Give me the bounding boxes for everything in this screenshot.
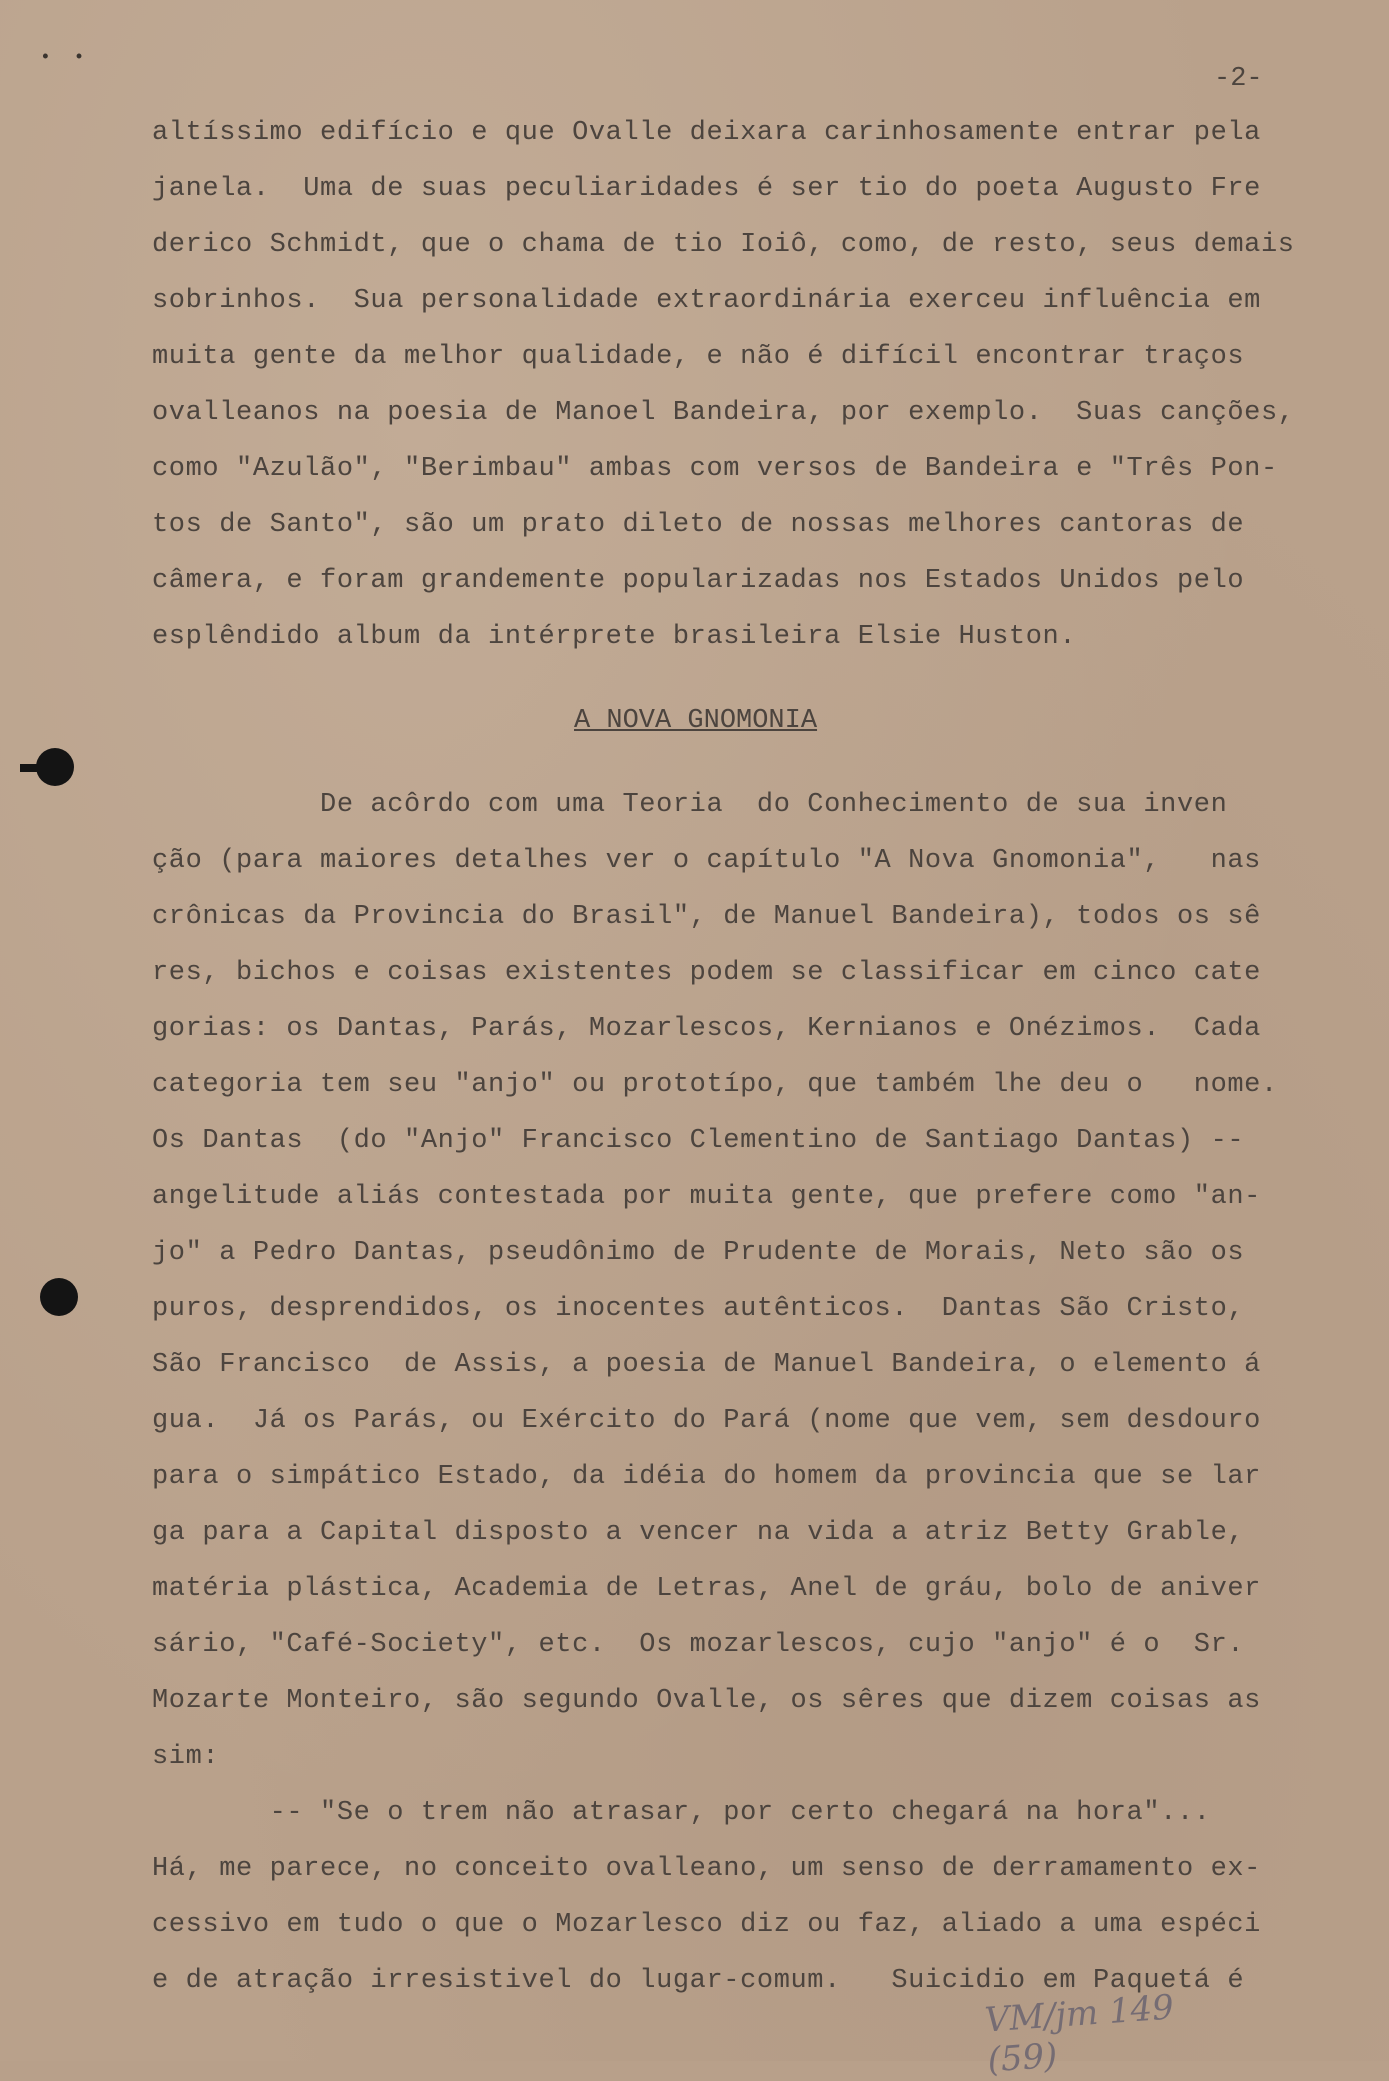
text-line: Mozarte Monteiro, são segundo Ovalle, os sêres que dizem coisas as: [152, 1686, 1261, 1716]
text-line: gorias: os Dantas, Parás, Mozarlescos, Kernianos e Onézimos. Cada: [152, 1014, 1261, 1044]
text-line: muita gente da melhor qualidade, e não é difícil encontrar traços: [152, 342, 1245, 372]
text-line: janela. Uma de suas peculiaridades é ser tio do poeta Augusto Fre: [152, 174, 1261, 204]
text-line: crônicas da Provincia do Brasil", de Manuel Bandeira), todos os sê: [152, 902, 1261, 932]
text-line: jo" a Pedro Dantas, pseudônimo de Prudente de Morais, Neto são os: [152, 1238, 1245, 1268]
text-line: São Francisco de Assis, a poesia de Manuel Bandeira, o elemento á: [152, 1350, 1261, 1380]
punch-hole-bottom: [40, 1278, 78, 1316]
text-line: cessivo em tudo o que o Mozarlesco diz ou faz, aliado a uma espéci: [152, 1910, 1261, 1940]
text-line: puros, desprendidos, os inocentes autênticos. Dantas São Cristo,: [152, 1294, 1245, 1324]
section-heading: A NOVA GNOMONIA: [574, 706, 818, 736]
text-line: derico Schmidt, que o chama de tio Ioiô, como, de resto, seus demais: [152, 230, 1295, 260]
text-line: tos de Santo", são um prato dileto de nossas melhores cantoras de: [152, 510, 1245, 540]
text-line: para o simpático Estado, da idéia do homem da provincia que se lar: [152, 1462, 1261, 1492]
text-line: Há, me parece, no conceito ovalleano, um senso de derramamento ex-: [152, 1854, 1261, 1884]
text-line: angelitude aliás contestada por muita gente, que prefere como "an-: [152, 1182, 1261, 1212]
text-line: -- "Se o trem não atrasar, por certo chegará na hora"...: [152, 1798, 1211, 1828]
corner-marks: • •: [40, 48, 91, 68]
text-line: gua. Já os Parás, ou Exército do Pará (nome que vem, sem desdouro: [152, 1406, 1261, 1436]
text-line: sim:: [152, 1742, 220, 1772]
text-line: matéria plástica, Academia de Letras, Anel de gráu, bolo de aniver: [152, 1574, 1261, 1604]
text-line: Os Dantas (do "Anjo" Francisco Clementino de Santiago Dantas) --: [152, 1126, 1245, 1156]
text-line: categoria tem seu "anjo" ou prototípo, que também lhe deu o nome.: [152, 1070, 1278, 1100]
text-line: como "Azulão", "Berimbau" ambas com versos de Bandeira e "Três Pon-: [152, 454, 1278, 484]
text-line: ção (para maiores detalhes ver o capítulo "A Nova Gnomonia", nas: [152, 846, 1261, 876]
text-line: sobrinhos. Sua personalidade extraordinária exerceu influência em: [152, 286, 1261, 316]
handwritten-signature: VM/jm 149 (59): [983, 1987, 1176, 2081]
punch-hole-tab: [20, 764, 46, 772]
text-line: câmera, e foram grandemente popularizadas nos Estados Unidos pelo: [152, 566, 1245, 596]
text-line: res, bichos e coisas existentes podem se classificar em cinco cate: [152, 958, 1261, 988]
text-line: ga para a Capital disposto a vencer na vida a atriz Betty Grable,: [152, 1518, 1245, 1548]
text-line: De acôrdo com uma Teoria do Conhecimento de sua inven: [152, 790, 1228, 820]
page-number: -2-: [1214, 64, 1263, 94]
text-line: sário, "Café-Society", etc. Os mozarlescos, cujo "anjo" é o Sr.: [152, 1630, 1245, 1660]
text-line: e de atração irresistivel do lugar-comum. Suicidio em Paquetá é: [152, 1966, 1245, 1996]
text-line: esplêndido album da intérprete brasileira Elsie Huston.: [152, 622, 1077, 652]
text-line: ovalleanos na poesia de Manoel Bandeira, por exemplo. Suas canções,: [152, 398, 1295, 428]
text-line: altíssimo edifício e que Ovalle deixara carinhosamente entrar pela: [152, 118, 1261, 148]
